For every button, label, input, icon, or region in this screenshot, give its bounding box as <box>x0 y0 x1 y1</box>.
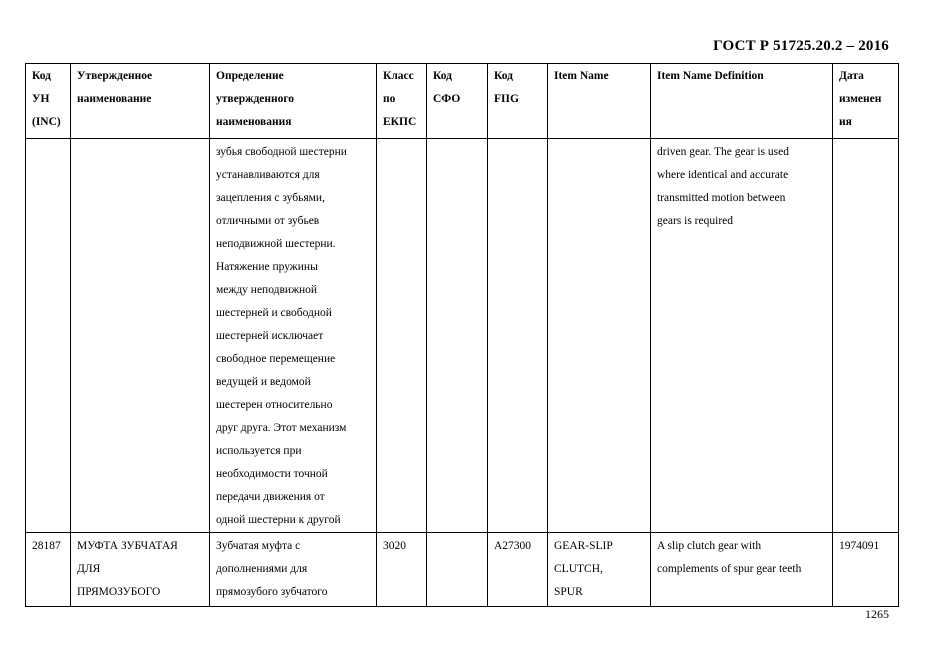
table-row <box>26 139 899 533</box>
cell-item-name <box>548 139 651 533</box>
col-header-definition: Определение утвержденного наименования <box>210 64 377 139</box>
table-row <box>26 533 899 607</box>
col-header-item-name: Item Name <box>548 64 651 139</box>
cell-definition: Зубчатая муфта с дополнениями для прямозубого зубчатого <box>210 533 377 607</box>
cell-sfo <box>427 533 488 607</box>
cell-name: МУФТА ЗУБЧАТАЯ ДЛЯ ПРЯМОЗУБОГО <box>71 533 210 607</box>
col-header-inc: Код УН (INC) <box>26 64 71 139</box>
col-header-date: Дата изменен ия <box>833 64 899 139</box>
page-number: 1265 <box>865 607 889 621</box>
col-header-fiig: Код FIIG <box>488 64 548 139</box>
cell-date <box>833 139 899 533</box>
table-header-row <box>26 64 899 139</box>
cell-name <box>71 139 210 533</box>
cell-inc <box>26 139 71 533</box>
cell-inc: 28187 <box>26 533 71 607</box>
cell-fiig: A27300 <box>488 533 548 607</box>
col-header-class: Класс по ЕКПС <box>377 64 427 139</box>
col-header-item-definition: Item Name Definition <box>651 64 833 139</box>
cell-date: 1974091 <box>833 533 899 607</box>
col-header-approved-name: Утвержденное наименование <box>71 64 210 139</box>
cell-item-definition: A slip clutch gear with complements of spur gear teeth <box>651 533 833 607</box>
document-standard-header: ГОСТ Р 51725.20.2 – 2016 <box>713 38 889 54</box>
cell-definition: зубья свободной шестерни устанавливаются для зацепления с зубьями, отличными от зубьев неподвижной шестерни. Натяжение пружины между неподвижной шестерней и свободной шестерней исключает свободное перемещение ведущей и ведомой шестерен относительно друг друга. Этот механизм используется при необходимости точной передачи движения от одной шестерни к другой <box>210 139 377 533</box>
cell-item-name: GEAR-SLIP CLUTCH, SPUR <box>548 533 651 607</box>
cell-class: 3020 <box>377 533 427 607</box>
cell-fiig <box>488 139 548 533</box>
cell-item-definition: driven gear. The gear is used where identical and accurate transmitted motion between gears is required <box>651 139 833 533</box>
cell-sfo <box>427 139 488 533</box>
cell-class <box>377 139 427 533</box>
col-header-sfo: Код СФО <box>427 64 488 139</box>
classification-table <box>25 63 899 607</box>
